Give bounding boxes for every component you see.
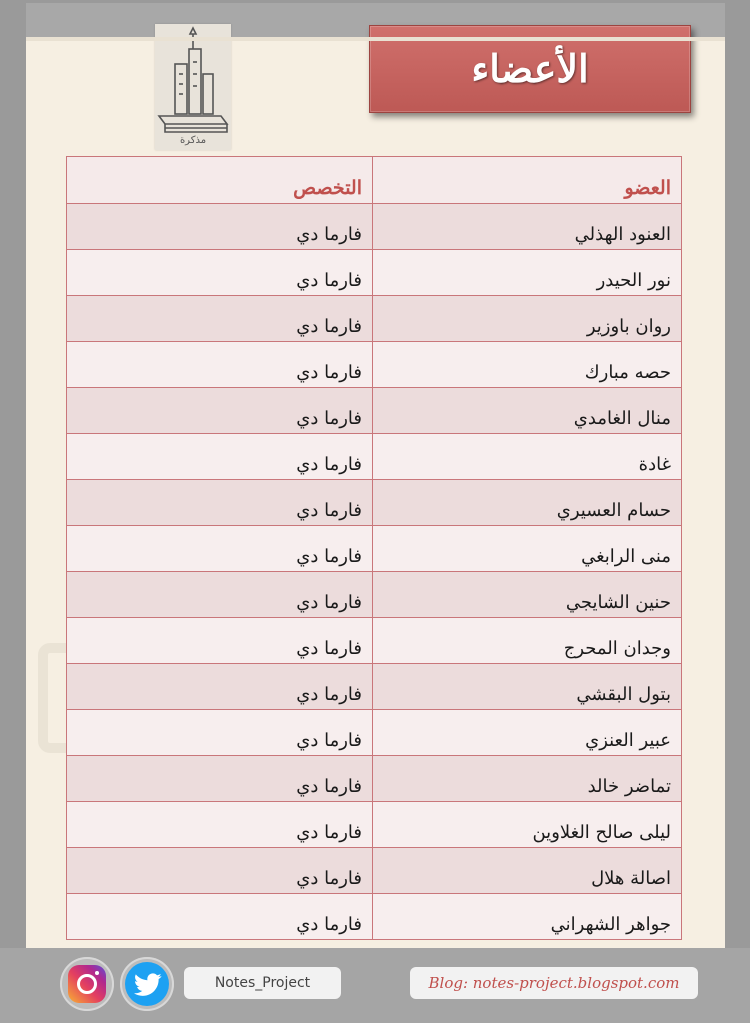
member-name-cell: بتول البقشي (373, 664, 682, 710)
members-table (66, 156, 682, 940)
twitter-icon[interactable] (120, 957, 174, 1011)
specialty-cell: فارما دي (67, 756, 373, 802)
specialty-cell: فارما دي (67, 526, 373, 572)
table-row (67, 572, 682, 618)
handle-label[interactable]: Notes_Project (184, 967, 341, 999)
table-row (67, 296, 682, 342)
table-row (67, 848, 682, 894)
table-row (67, 802, 682, 848)
document-page (26, 3, 725, 948)
table-row (67, 756, 682, 802)
specialty-cell: فارما دي (67, 296, 373, 342)
specialty-cell: فارما دي (67, 894, 373, 940)
member-name-cell: حنين الشايجي (373, 572, 682, 618)
table-row (67, 480, 682, 526)
instagram-icon[interactable] (60, 957, 114, 1011)
table-row (67, 434, 682, 480)
member-name-cell: حصه مبارك (373, 342, 682, 388)
member-name-cell: وجدان المحرج (373, 618, 682, 664)
member-name-cell: العنود الهذلي (373, 204, 682, 250)
page-title: الأعضاء (471, 46, 589, 91)
specialty-cell: فارما دي (67, 572, 373, 618)
member-name-cell: روان باوزير (373, 296, 682, 342)
table-row (67, 388, 682, 434)
specialty-cell: فارما دي (67, 388, 373, 434)
member-name-cell: جواهر الشهراني (373, 894, 682, 940)
specialty-cell: فارما دي (67, 342, 373, 388)
logo (155, 24, 231, 150)
page-title-banner (369, 25, 691, 113)
table-row (67, 618, 682, 664)
specialty-cell: فارما دي (67, 434, 373, 480)
table-row (67, 894, 682, 940)
blog-link[interactable]: Blog: notes-project.blogspot.com (410, 967, 698, 999)
member-name-cell: منال الغامدي (373, 388, 682, 434)
table-row (67, 204, 682, 250)
table-row (67, 526, 682, 572)
member-name-cell: منى الرابغي (373, 526, 682, 572)
member-name-cell: تماضر خالد (373, 756, 682, 802)
specialty-cell: فارما دي (67, 480, 373, 526)
column-header-member: العضو (373, 157, 682, 204)
specialty-cell: فارما دي (67, 802, 373, 848)
member-name-cell: غادة (373, 434, 682, 480)
specialty-cell: فارما دي (67, 848, 373, 894)
specialty-cell: فارما دي (67, 204, 373, 250)
member-name-cell: نور الحيدر (373, 250, 682, 296)
table-row (67, 342, 682, 388)
table-row (67, 710, 682, 756)
table-row (67, 250, 682, 296)
table-header-row (67, 157, 682, 204)
table-row (67, 664, 682, 710)
member-name-cell: عبير العنزي (373, 710, 682, 756)
member-name-cell: حسام العسيري (373, 480, 682, 526)
building-icon (155, 24, 231, 134)
member-name-cell: اصالة هلال (373, 848, 682, 894)
specialty-cell: فارما دي (67, 250, 373, 296)
member-name-cell: ليلى صالح الغلاوين (373, 802, 682, 848)
column-header-specialty: التخصص (67, 157, 373, 204)
specialty-cell: فارما دي (67, 618, 373, 664)
specialty-cell: فارما دي (67, 664, 373, 710)
logo-text: مذكرة (179, 135, 207, 146)
specialty-cell: فارما دي (67, 710, 373, 756)
